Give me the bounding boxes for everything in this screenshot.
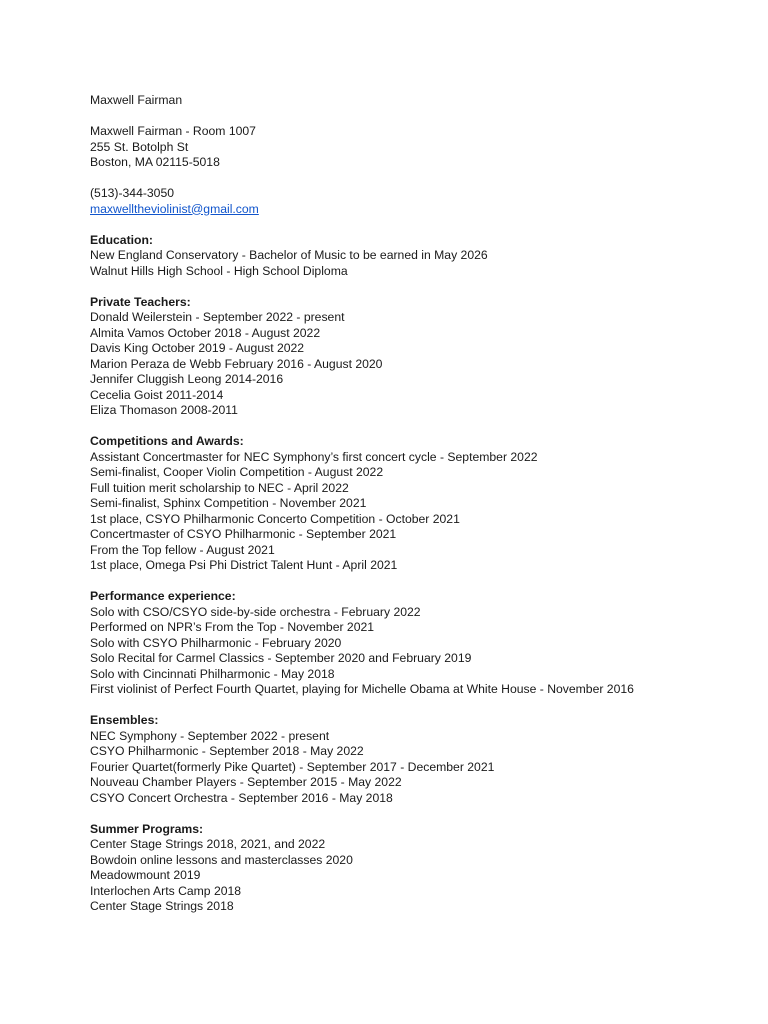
section-item: Performed on NPR’s From the Top - November 2021	[90, 620, 375, 634]
address-line: Maxwell Fairman - Room 1007	[90, 124, 256, 138]
section-item: Donald Weilerstein - September 2022 - present	[90, 310, 345, 324]
email-link[interactable]: maxwelltheviolinist@gmail.com	[90, 201, 259, 216]
spacer	[90, 698, 750, 714]
section-item: First violinist of Perfect Fourth Quartet, playing for Michelle Obama at White House - November 2016	[90, 682, 634, 696]
address-line: 255 St. Botolph St	[90, 139, 189, 154]
section-heading: Competitions and Awards:	[90, 434, 244, 448]
section-heading: Performance experience:	[90, 589, 236, 603]
section-item: Bowdoin online lessons and masterclasses 2020	[90, 852, 353, 867]
section-heading: Summer Programs:	[90, 821, 204, 836]
address-line: Boston, MA 02115-5018	[90, 155, 220, 169]
section-item: Semi-finalist, Sphinx Competition - November 2021	[90, 496, 367, 510]
spacer	[90, 171, 750, 187]
resume-name: Maxwell Fairman	[90, 93, 183, 107]
section-heading: Ensembles:	[90, 713, 159, 727]
section-item: Interlochen Arts Camp 2018	[90, 883, 242, 898]
phone-number: (513)-344-3050	[90, 186, 175, 200]
resume-section	[90, 233, 750, 280]
resume-page	[90, 93, 750, 915]
section-item: Full tuition merit scholarship to NEC - April 2022	[90, 480, 349, 495]
section-item: Assistant Concertmaster for NEC Symphony’s first concert cycle - September 2022	[90, 449, 538, 464]
section-item: Cecelia Goist 2011-2014	[90, 387, 224, 402]
section-item: 1st place, Omega Psi Phi District Talent Hunt - April 2021	[90, 558, 398, 572]
section-item: Concertmaster of CSYO Philharmonic - September 2021	[90, 527, 397, 541]
section-item: CSYO Concert Orchestra - September 2016 - May 2018	[90, 790, 393, 805]
spacer	[90, 574, 750, 590]
section-item: 1st place, CSYO Philharmonic Concerto Competition - October 2021	[90, 511, 460, 526]
section-item: Center Stage Strings 2018	[90, 899, 234, 913]
resume-section	[90, 434, 750, 574]
section-item: Davis King October 2019 - August 2022	[90, 341, 305, 355]
section-item: New England Conservatory - Bachelor of Music to be earned in May 2026	[90, 248, 488, 262]
section-item: Walnut Hills High School - High School Diploma	[90, 263, 348, 278]
section-item: NEC Symphony - September 2022 - present	[90, 728, 330, 743]
section-item: Solo with CSYO Philharmonic - February 2020	[90, 635, 342, 650]
section-item: From the Top fellow - August 2021	[90, 542, 275, 557]
spacer	[90, 217, 750, 233]
section-item: Solo Recital for Carmel Classics - September 2020 and February 2019	[90, 651, 472, 665]
section-item: Fourier Quartet(formerly Pike Quartet) - September 2017 - December 2021	[90, 759, 495, 774]
spacer	[90, 806, 750, 822]
resume-section	[90, 295, 750, 419]
section-heading: Education:	[90, 232, 153, 247]
address-block	[90, 124, 750, 171]
section-item: Jennifer Cluggish Leong 2014-2016	[90, 372, 284, 386]
section-item: Nouveau Chamber Players - September 2015 - May 2022	[90, 775, 402, 789]
section-item: Semi-finalist, Cooper Violin Competition - August 2022	[90, 465, 384, 479]
section-item: Solo with Cincinnati Philharmonic - May 2018	[90, 666, 335, 681]
spacer	[90, 279, 750, 295]
resume-section	[90, 822, 750, 915]
spacer	[90, 419, 750, 435]
resume-section	[90, 589, 750, 698]
section-item: Marion Peraza de Webb February 2016 - August 2020	[90, 356, 383, 371]
section-item: Solo with CSO/CSYO side-by-side orchestra - February 2022	[90, 604, 421, 619]
resume-section	[90, 713, 750, 806]
section-item: Eliza Thomason 2008-2011	[90, 403, 238, 417]
section-item: Almita Vamos October 2018 - August 2022	[90, 325, 321, 340]
section-item: Meadowmount 2019	[90, 868, 201, 882]
section-item: Center Stage Strings 2018, 2021, and 2022	[90, 837, 326, 851]
spacer	[90, 109, 750, 125]
section-item: CSYO Philharmonic - September 2018 - May 2022	[90, 744, 364, 758]
resume-sections	[90, 233, 750, 915]
section-heading: Private Teachers:	[90, 294, 191, 309]
